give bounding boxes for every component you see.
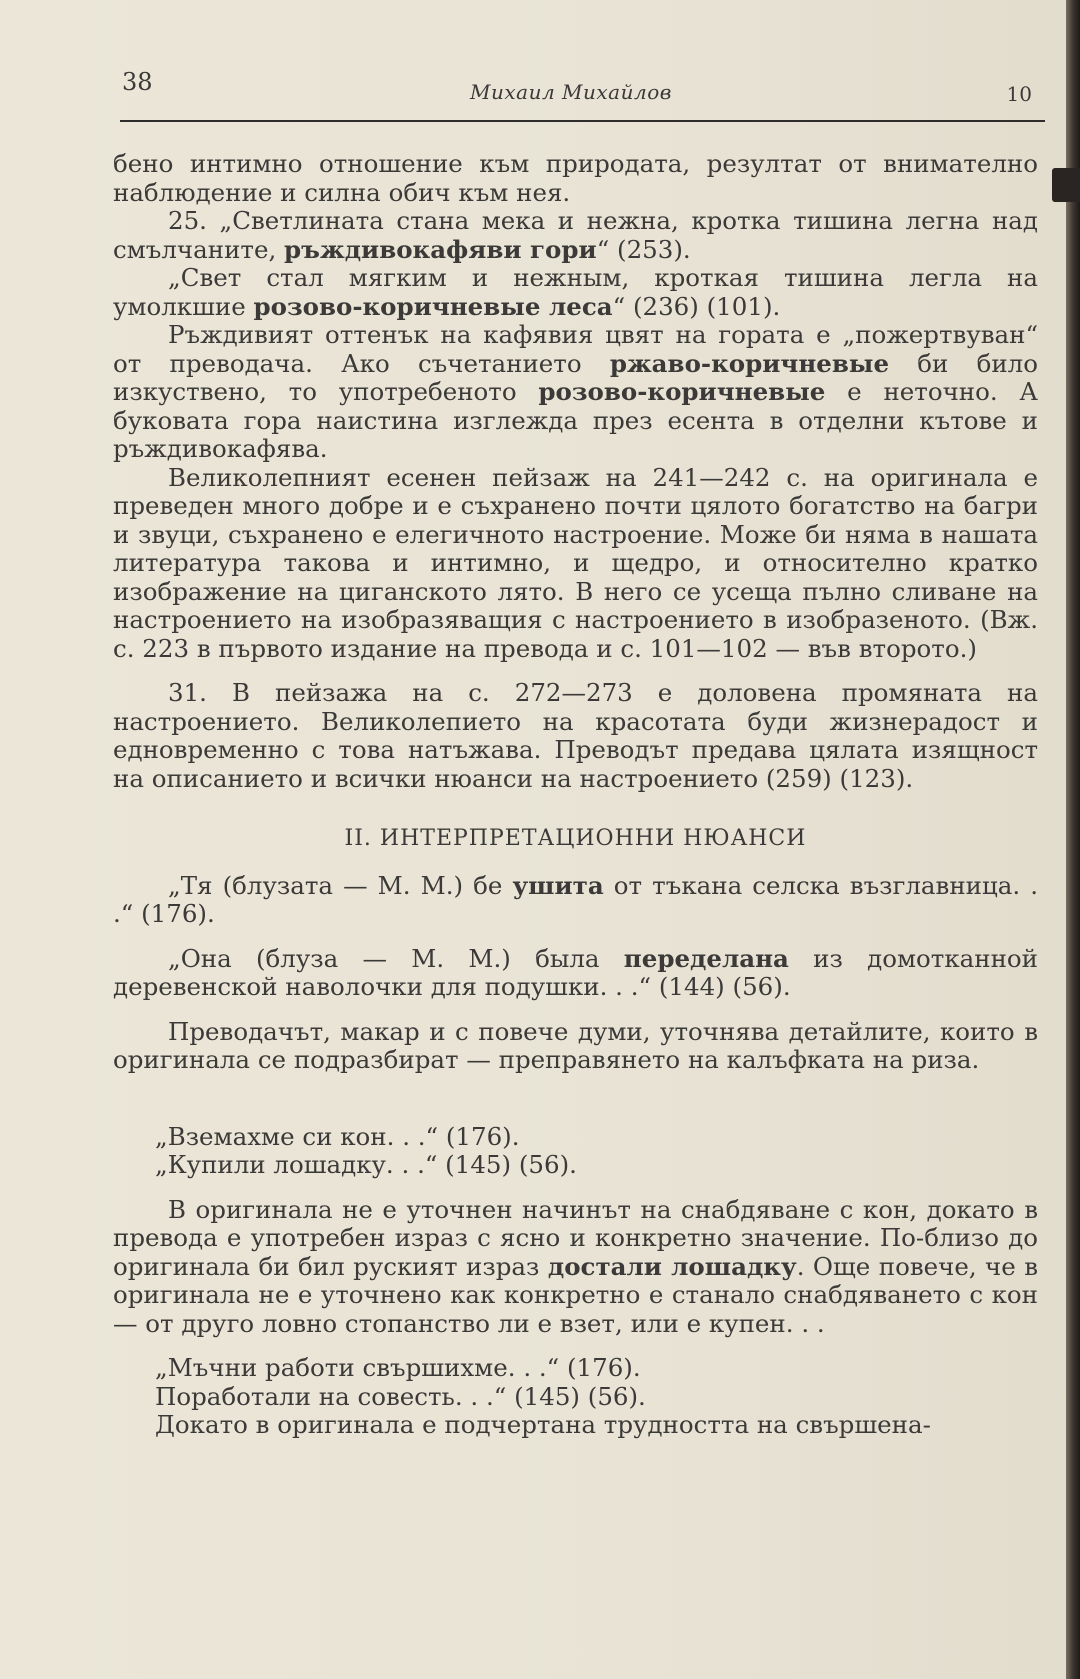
paragraph: „Свет стал мягким и нежным, кроткая тишина легла на умолкшие розово-коричневые леса“ (236) (101). bbox=[113, 263, 1038, 321]
paragraph: бено интимно отношение към природата, резултат от внимателно наблюдение и силна обич към нея. bbox=[113, 149, 1038, 207]
paragraph: „Тя (блузата — М. М.) бе ушита от тъкана селска възглавница. . .“ (176). bbox=[113, 870, 1038, 928]
body-text bbox=[113, 150, 1038, 1440]
quote-line: „Вземахме си кон. . .“ (176). bbox=[155, 1121, 520, 1151]
page-number: 38 bbox=[122, 68, 153, 96]
paragraph: 25. „Светлината стана мека и нежна, кротка тишина легна над смълчаните, ръждивокафяви гори“ (253). bbox=[113, 206, 1038, 264]
paragraph: Великолепният есенен пейзаж на 241—242 с. на оригинала е преведен много добре и е съхранено почти цялото богатство на багри и звуци, съхранено е елегичното настроение. Може би няма в нашата литература такова и интимно, и щедро, и относително кратко изображение на циганското лято. В него се усеща пълно сливане на настроението на изобразяващия с настроението в изобразеното. (Вж. с. 223 в първото издание на превода и с. 101—102 — във второто.) bbox=[113, 462, 1038, 663]
paragraph: Преводачът, макар и с повече думи, уточнява детайлите, които в оригинала се подразбират — преправянето на калъфката на риза. bbox=[113, 1016, 1038, 1074]
paragraph: „Она (блуза — М. М.) была переделана из домотканной деревенской наволочки для подушки. . .“ (144) (56). bbox=[113, 943, 1038, 1001]
running-title: Михаил Михайлов bbox=[470, 80, 672, 104]
quote-line: Поработали на совесть. . .“ (145) (56). bbox=[155, 1381, 646, 1411]
section-number: 10 bbox=[1006, 82, 1032, 106]
paragraph: Докато в оригинала е подчертана трудността на свършена- bbox=[155, 1410, 931, 1439]
section-heading: II. ИНТЕРПРЕТАЦИОННИ НЮАНСИ bbox=[344, 826, 807, 851]
header-rule bbox=[120, 120, 1045, 122]
paragraph: 31. В пейзажа на с. 272—273 е доловена промяната на настроението. Великолепието на красотата буди жизнерадост и едновременно с това натъжава. Преводът предава цялата изящност на описанието и всички нюанси на настроението (259) (123). bbox=[113, 678, 1038, 793]
page-edge-tab bbox=[1052, 168, 1080, 202]
quote-line: „Мъчни работи свършихме. . .“ (176). bbox=[155, 1353, 641, 1382]
page-edge-shadow bbox=[1066, 0, 1080, 1679]
page-header bbox=[120, 64, 1040, 110]
paragraph: Ръждивият оттенък на кафявия цвят на гората е „пожертвуван“ от преводача. Ако съчетанието ржаво-коричневые би било изкуствено, то употребеното розово-коричневые е неточно. А буковата гора наистина изглежда през есента в отделни кътове и ръждивокафява. bbox=[113, 320, 1038, 463]
paragraph: В оригинала не е уточнен начинът на снабдяване с кон, докато в превода е употребен израз с ясно и конкретно значение. По-близо до оригинала би бил руският израз достали лошадку. Още повече, че в оригинала не е уточнено как конкретно е станало снабдяването с кон — от друго ловно стопанство ли е взет, или е купен. . . bbox=[113, 1194, 1039, 1338]
quote-line: „Купили лошадку. . .“ (145) (56). bbox=[155, 1150, 577, 1179]
